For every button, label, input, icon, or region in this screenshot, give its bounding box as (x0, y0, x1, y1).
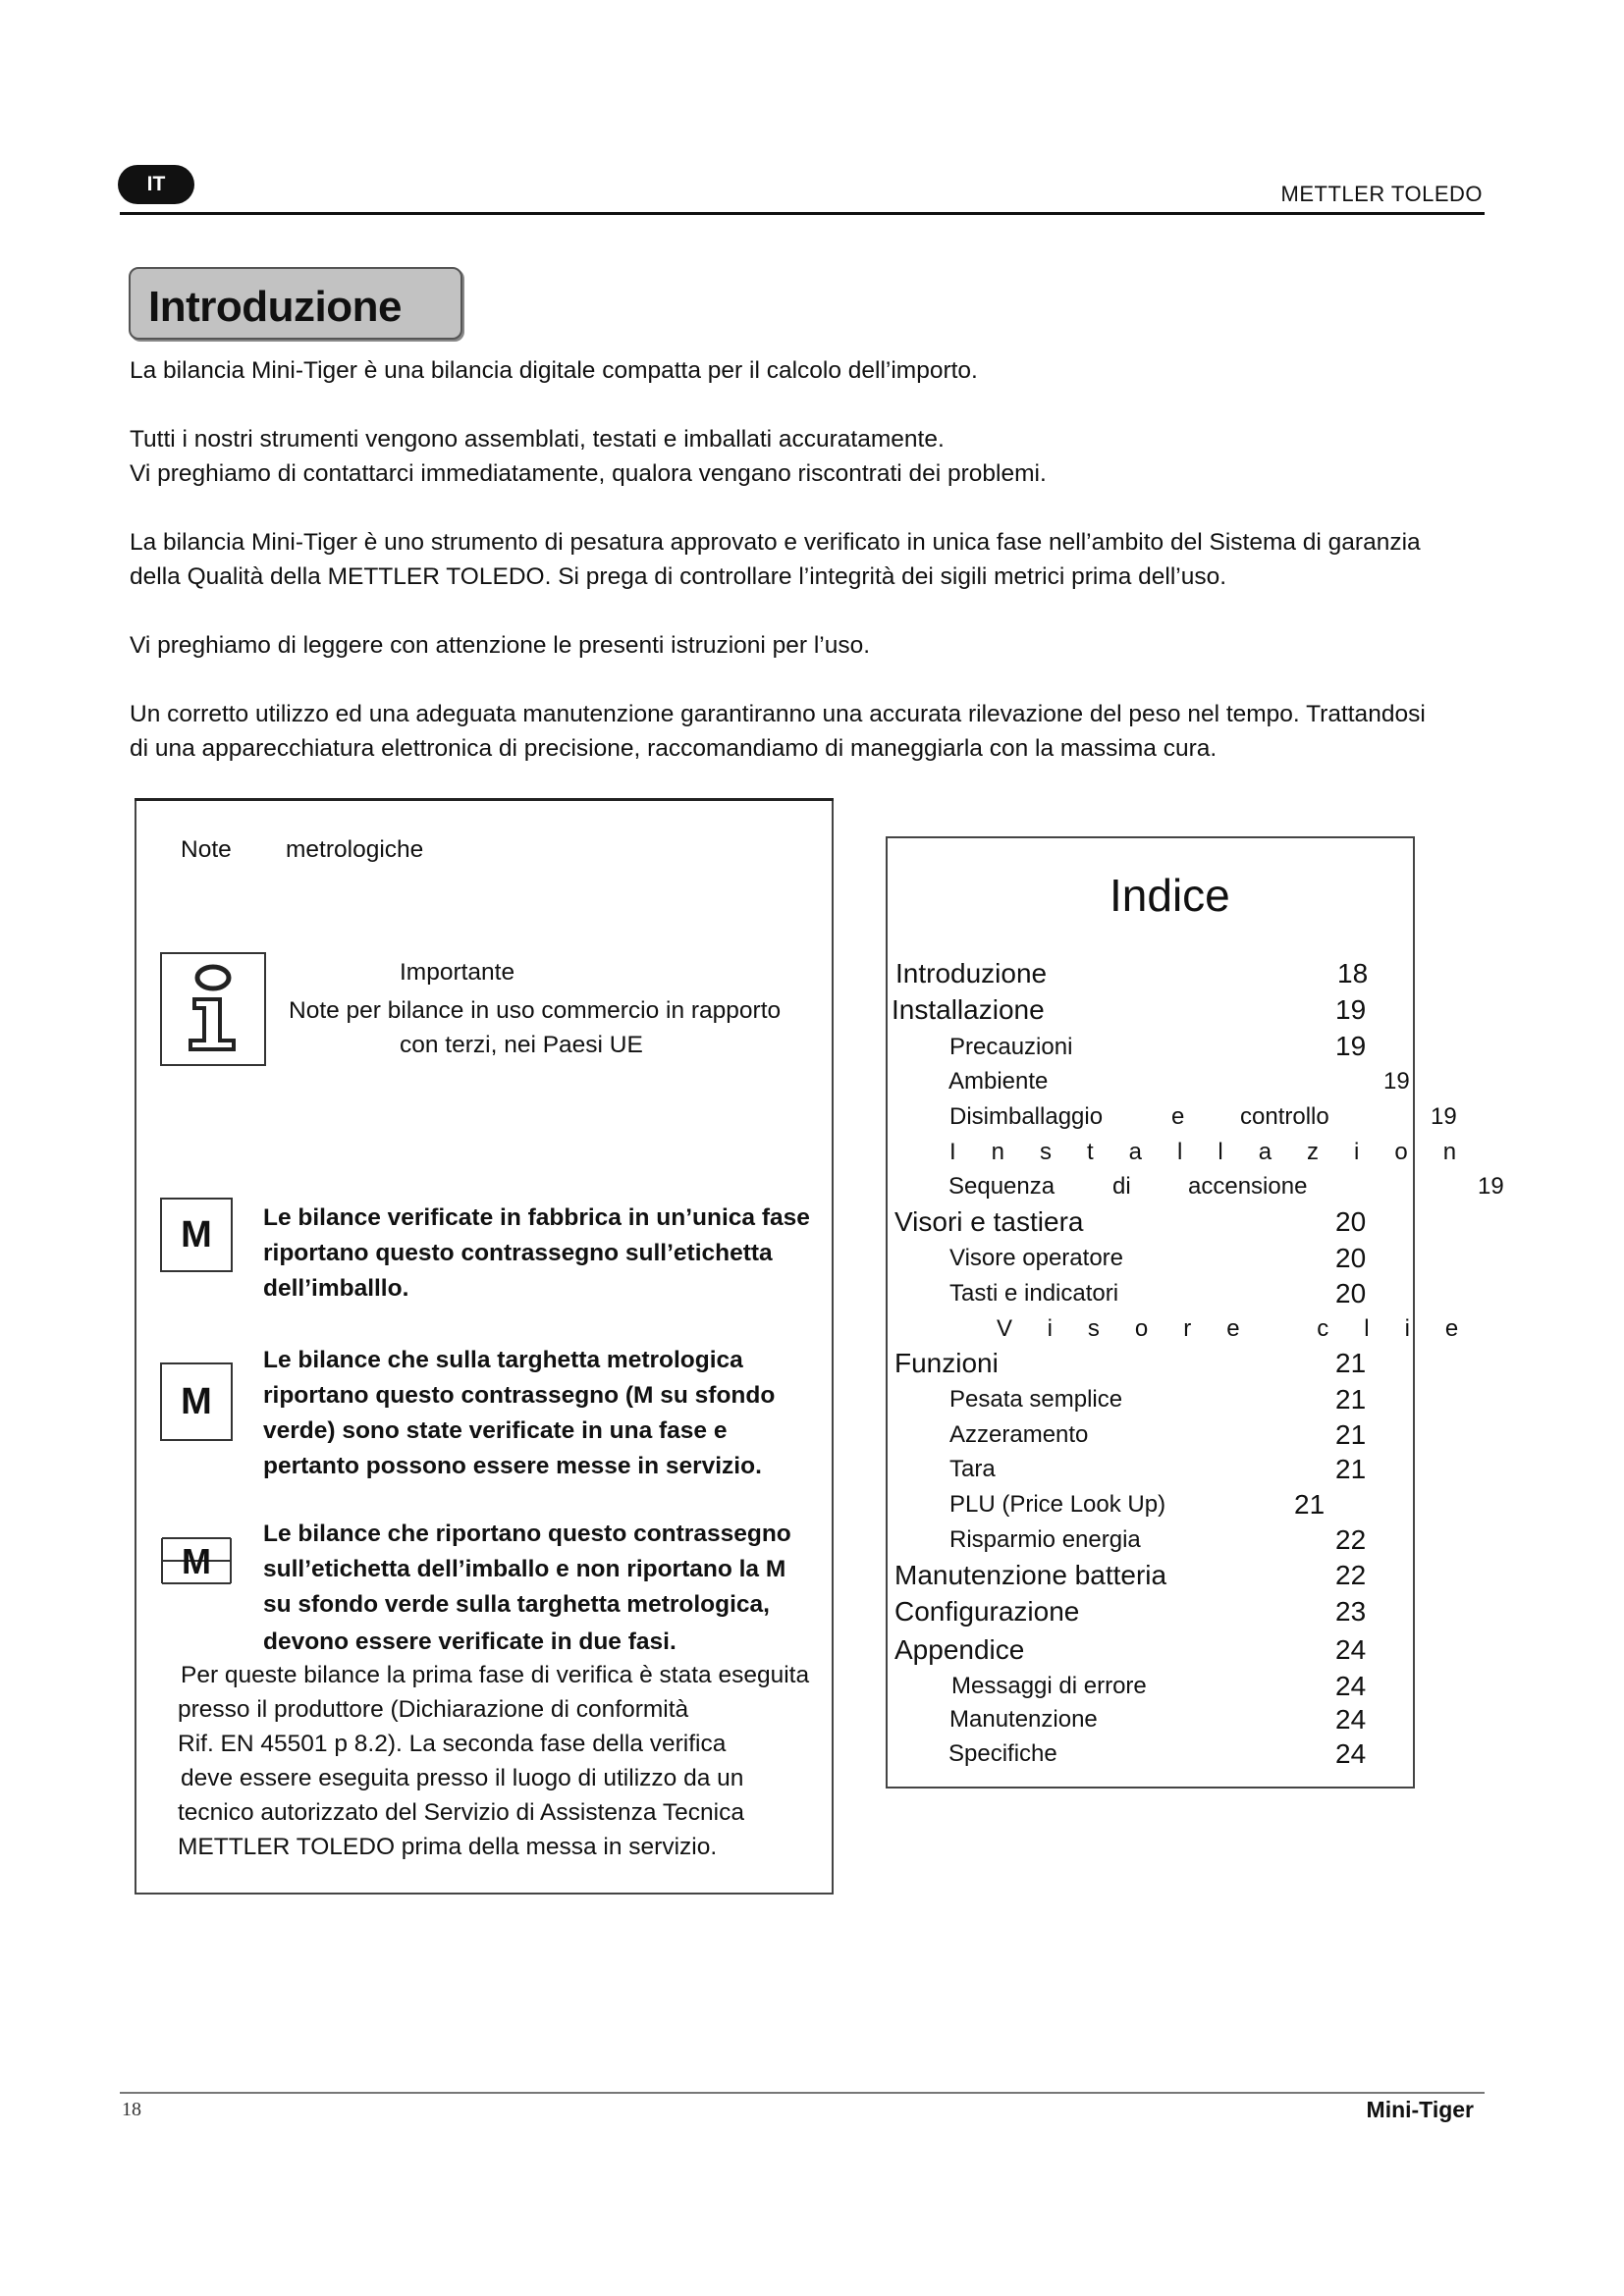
intro-paragraph-3 (130, 525, 1494, 594)
toc-entry-page: 24 (1335, 1704, 1367, 1735)
svg-text:M: M (182, 1541, 211, 1581)
info-icon (160, 952, 266, 1066)
toc-entry-page: 19 (1335, 994, 1367, 1025)
toc-entry-page: 19 (1383, 1068, 1410, 1095)
toc-entry-label: controllo (1240, 1103, 1329, 1130)
toc-entry-label: Appendice (894, 1634, 1025, 1665)
toc-entry-label: di (1112, 1173, 1131, 1200)
toc-entry-page: 22 (1335, 1524, 1367, 1555)
intro-paragraph-4 (130, 628, 1494, 663)
toc-entry-label: Specifiche (948, 1740, 1057, 1767)
toc-entry-label: Azzeramento (949, 1421, 1089, 1448)
index-title: Indice (1110, 870, 1230, 921)
notes-heading-word1: Note (181, 836, 232, 863)
mark1-line: Le bilance verificate in fabbrica in un’unica fase (263, 1204, 810, 1231)
toc-entry-page: 23 (1335, 1596, 1367, 1627)
m-green-mark-icon (160, 1362, 233, 1441)
intro-line: Tutti i nostri strumenti vengono assemblati, testati e imballati accuratamente. (130, 426, 945, 453)
toc-entry-label: Pesata semplice (949, 1386, 1123, 1413)
m-mark-letter: M (181, 1213, 212, 1255)
toc-entry-label: PLU (Price Look Up) (949, 1491, 1166, 1518)
toc-entry-label: accensione (1188, 1173, 1308, 1200)
toc-entry-label: Risparmio energia (949, 1526, 1141, 1553)
toc-entry-page: 24 (1335, 1671, 1367, 1701)
toc-entry-label: Visore operatore (949, 1245, 1123, 1271)
toc-entry-page: 21 (1294, 1489, 1326, 1520)
toc-entry-page: 20 (1335, 1278, 1367, 1308)
toc-entry-page: 19 (1431, 1103, 1457, 1130)
verification-line: Rif. EN 45501 p 8.2). La seconda fase della verifica (178, 1731, 727, 1757)
toc-entry-label: Installazion (949, 1139, 1492, 1165)
toc-entry-label: Introduzione (895, 958, 1048, 988)
intro-line: di una apparecchiatura elettronica di precisione, raccomandiamo di maneggiarla con la massima cura. (130, 735, 1218, 762)
intro-paragraph-2 (130, 422, 1494, 491)
toc-entry-page: 18 (1337, 958, 1369, 988)
mark2-line: pertanto possono essere messe in servizio. (263, 1453, 762, 1479)
verification-line: Per queste bilance la prima fase di verifica è stata eseguita (181, 1662, 810, 1688)
mark3-line: Le bilance che riportano questo contrassegno (263, 1521, 791, 1547)
box-top-rule (135, 798, 834, 801)
mark2-line: verde) sono state verificate in una fase e (263, 1417, 728, 1444)
mark3-line: devono essere verificate in due fasi. (263, 1629, 677, 1655)
m-mark-icon (160, 1198, 233, 1272)
toc-entry-page: 24 (1335, 1634, 1367, 1665)
toc-entry-label: Visori e tastiera (894, 1206, 1084, 1237)
toc-entry-page: 21 (1335, 1348, 1367, 1378)
toc-entry-label: Ambiente (948, 1068, 1049, 1095)
toc-entry-label: Funzioni (894, 1348, 999, 1378)
section-title: Introduzione (148, 283, 402, 331)
mark3-line: su sfondo verde sulla targhetta metrologica, (263, 1591, 770, 1618)
info-glyph (169, 960, 257, 1058)
brand-name: METTLER TOLEDO (1280, 182, 1483, 206)
intro-line: Un corretto utilizzo ed una adeguata manutenzione garantiranno una accurata rilevazione del peso nel tempo. Trattandosi (130, 701, 1426, 727)
verification-line: presso il produttore (Dichiarazione di conformità (178, 1696, 689, 1723)
toc-entry-page: 20 (1335, 1243, 1367, 1273)
toc-entry-page: 22 (1335, 1560, 1367, 1590)
toc-entry-page: 19 (1478, 1173, 1504, 1200)
intro-paragraph-5 (130, 697, 1494, 766)
notes-heading-word2: metrologiche (286, 836, 424, 863)
metrological-notes-box (135, 798, 834, 1895)
mark3-line: sull’etichetta dell’imballo e non riportano la M (263, 1556, 786, 1582)
page-number: 18 (122, 2099, 141, 2120)
m-struck-mark-icon (160, 1536, 233, 1585)
intro-line: Vi preghiamo di contattarci immediatamente, qualora vengano riscontrati dei problemi. (130, 460, 1047, 487)
toc-entry-label: Disimballaggio (949, 1103, 1104, 1130)
intro-line: La bilancia Mini-Tiger è una bilancia digitale compatta per il calcolo dell’importo. (130, 357, 978, 384)
important-label: Importante (400, 959, 515, 986)
mark2-line: Le bilance che sulla targhetta metrologica (263, 1347, 743, 1373)
toc-entry-page: 21 (1335, 1384, 1367, 1415)
toc-entry-label: Manutenzione batteria (894, 1560, 1167, 1590)
intro-line: La bilancia Mini-Tiger è uno strumento di pesatura approvato e verificato in unica fase nell’ambito del Sistema di garanzia (130, 529, 1421, 556)
intro-line: Vi preghiamo di leggere con attenzione le presenti istruzioni per l’uso. (130, 632, 871, 659)
toc-entry-page: 21 (1335, 1419, 1367, 1450)
toc-entry-label: Precauzioni (949, 1034, 1073, 1060)
intro-line: della Qualità della METTLER TOLEDO. Si prega di controllare l’integrità dei sigili metrici prima dell’uso. (130, 563, 1227, 590)
important-line: Note per bilance in uso commercio in rapporto (289, 997, 782, 1024)
toc-entry-page: 24 (1335, 1738, 1367, 1769)
verification-line: tecnico autorizzato del Servizio di Assistenza Tecnica (178, 1799, 744, 1826)
footer-rule (120, 2092, 1485, 2094)
mark2-line: riportano questo contrassegno (M su sfondo (263, 1382, 776, 1409)
m-struck-glyph (160, 1536, 233, 1585)
mark1-line: dell’imballlo. (263, 1275, 409, 1302)
important-line: con terzi, nei Paesi UE (400, 1032, 643, 1058)
toc-entry-label: Tara (949, 1456, 996, 1482)
section-title-box (129, 267, 462, 340)
toc-entry-page: 19 (1335, 1031, 1367, 1061)
toc-entry-label: e (1171, 1103, 1185, 1130)
toc-entry-label: Visore clie (997, 1315, 1494, 1342)
toc-entry-page: 21 (1335, 1454, 1367, 1484)
toc-entry-label: Manutenzione (949, 1706, 1098, 1733)
toc-entry-label: Messaggi di errore (951, 1673, 1147, 1699)
language-badge: IT (118, 165, 194, 204)
header-rule (120, 212, 1485, 215)
m-mark-letter: M (181, 1380, 212, 1422)
mark1-line: riportano questo contrassegno sull’etichetta (263, 1240, 773, 1266)
model-name: Mini-Tiger (1366, 2097, 1474, 2122)
toc-entry-label: Sequenza (948, 1173, 1056, 1200)
toc-entry-page: 20 (1335, 1206, 1367, 1237)
toc-entry-label: Tasti e indicatori (949, 1280, 1119, 1307)
verification-line: deve essere eseguita presso il luogo di utilizzo da un (181, 1765, 744, 1791)
toc-entry-label: Installazione (892, 994, 1045, 1025)
verification-line: METTLER TOLEDO prima della messa in servizio. (178, 1834, 718, 1860)
intro-paragraph-1 (130, 353, 1494, 388)
toc-entry-label: Configurazione (894, 1596, 1080, 1627)
